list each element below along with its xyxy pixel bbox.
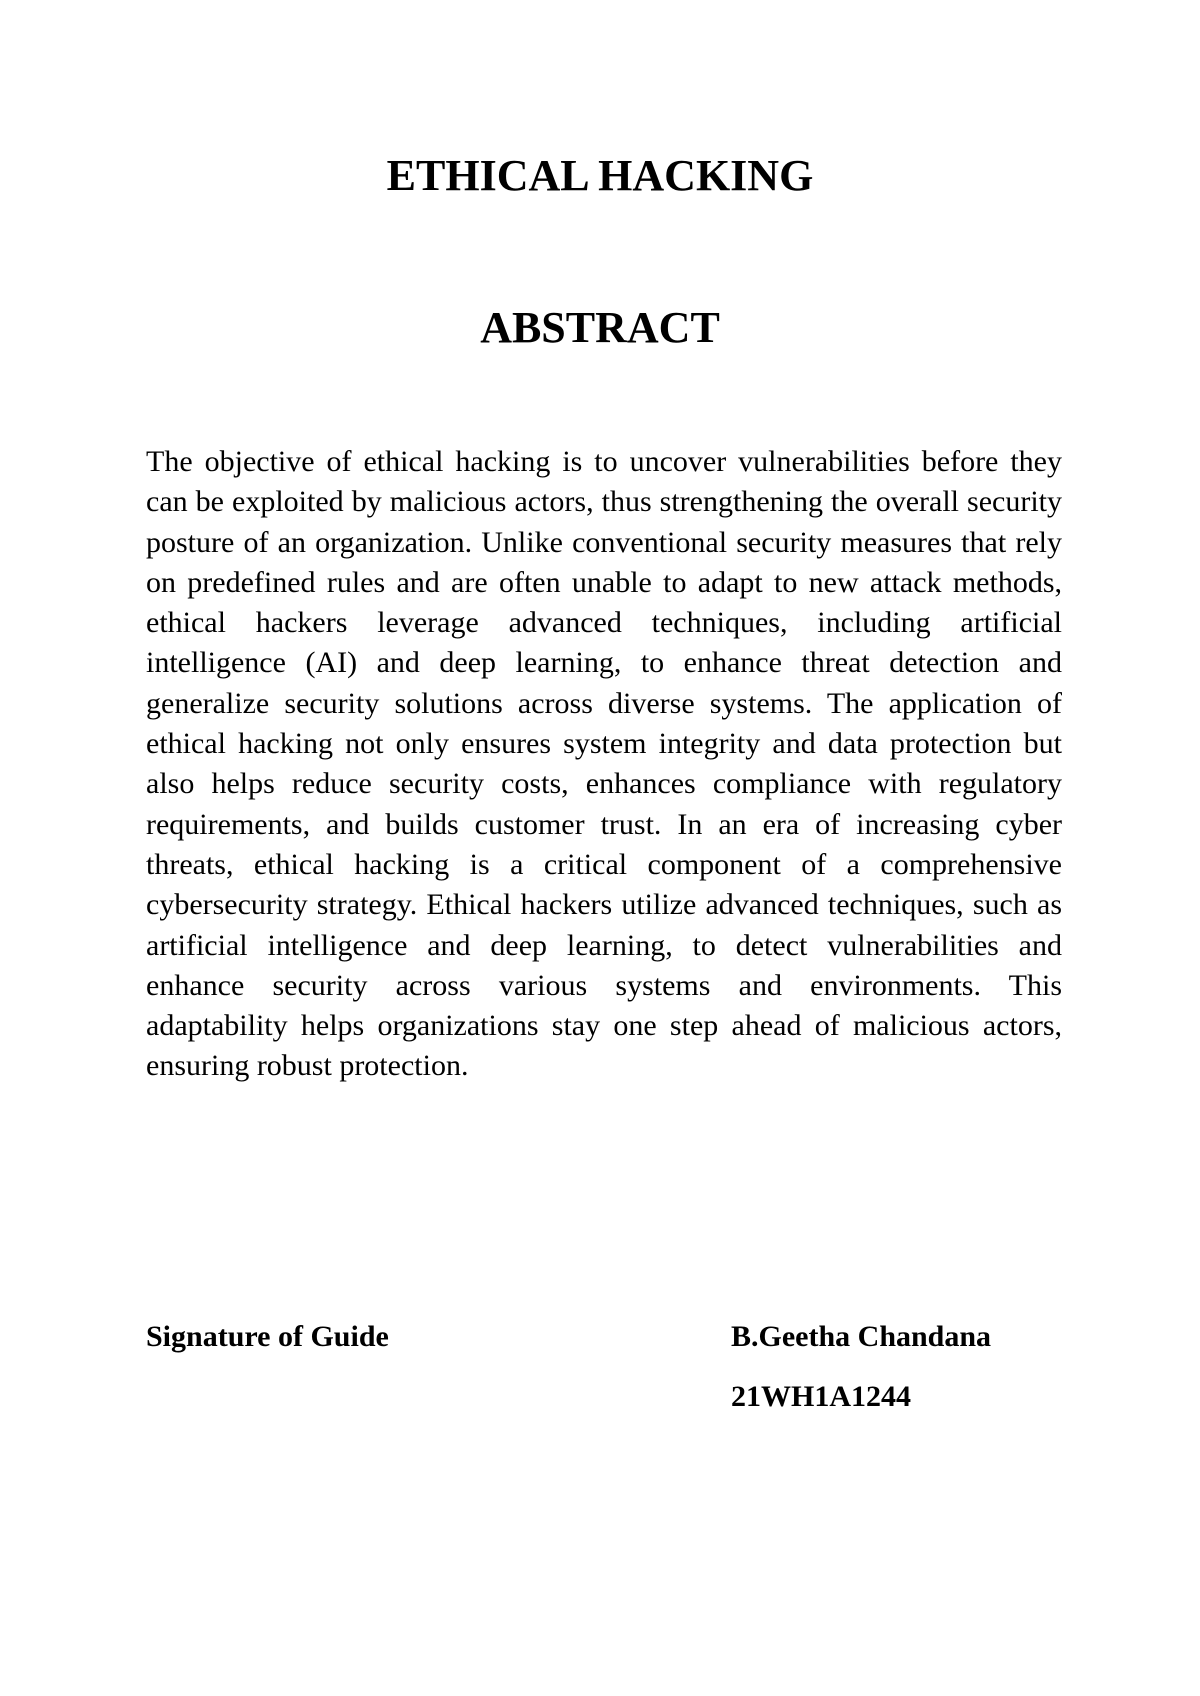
guide-signature-label: Signature of Guide — [146, 1320, 389, 1353]
document-title: ETHICAL HACKING — [386, 151, 814, 200]
abstract-paragraph: The objective of ethical hacking is to uncover vulnerabilities before they can be exploited by malicious actors, thus strengthening the overall security posture of an organization. Unlike conventional security measures that rely on predefined rules and are often unable to adapt to new attack methods, ethical hackers leverage advanced techniques, including artificial intelligence (AI) and deep learning, to enhance threat detection and generalize security solutions across diverse systems. The application of ethical hacking not only ensures system integrity and data protection but also helps reduce security costs, enhances compliance with regulatory requirements, and builds customer trust. In an era of increasing cyber threats, ethical hacking is a critical component of a comprehensive cybersecurity strategy. Ethical hackers utilize advanced techniques, such as artificial intelligence and deep learning, to detect vulnerabilities and enhance security across various systems and environments. This adaptability helps organizations stay one step ahead of malicious actors, ensuring robust protection. — [146, 445, 1062, 1083]
roll-number: 21WH1A1244 — [731, 1380, 911, 1413]
abstract-heading: ABSTRACT — [480, 303, 720, 352]
student-name: B.Geetha Chandana — [731, 1320, 992, 1353]
